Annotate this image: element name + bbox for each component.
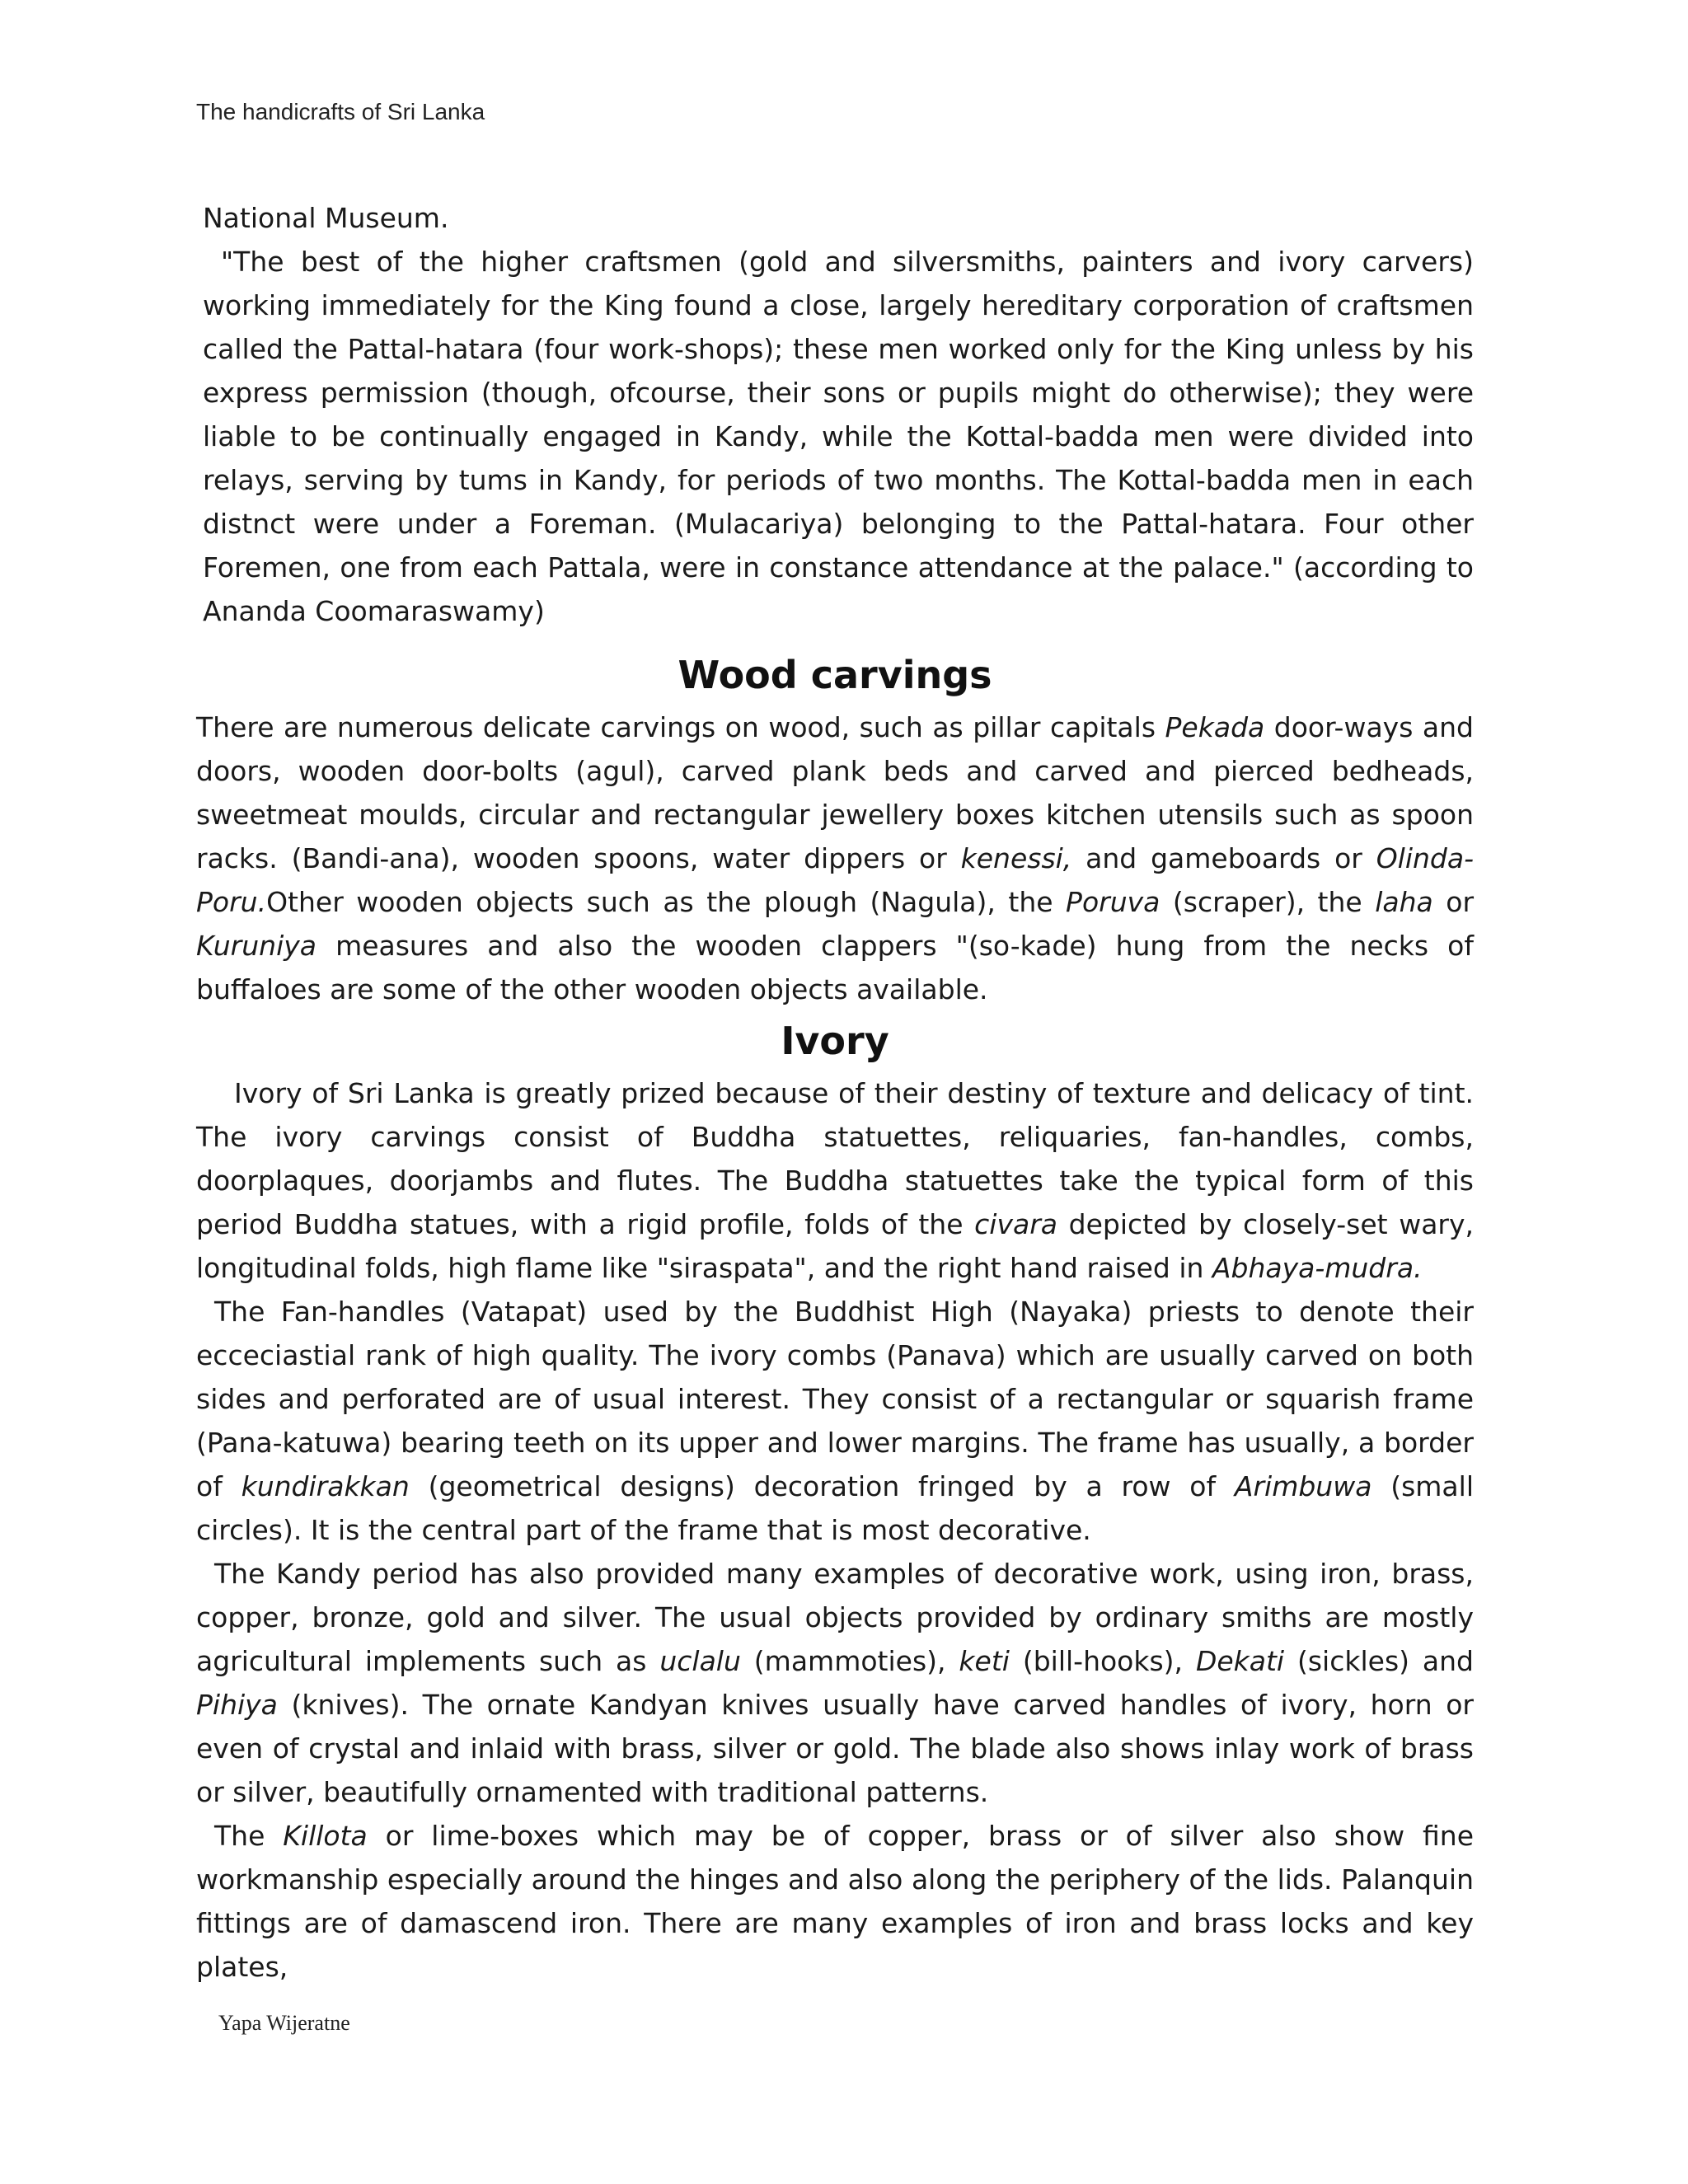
wood-carvings-section <box>196 705 1474 1011</box>
ivory-section <box>196 1071 1474 1989</box>
ivory-paragraph-1: Ivory of Sri Lanka is greatly prized because of their destiny of texture and delicacy of tint. The ivory carvings consist of Buddha statuettes, reliquaries, fan-handles, combs, doorplaques, doorjambs and flutes. The Buddha statuettes take the typical form of this period Buddha statues, with a rigid profile, folds of the civara depicted by closely-set wary, longitudinal folds, high flame like "siraspata", and the right hand raised in Abhaya-mudra. <box>196 1077 1475 1284</box>
ivory-paragraph-2: The Fan-handles (Vatapat) used by the Buddhist High (Nayaka) priests to denote their ecceciastial rank of high quality. The ivory combs (Panava) which are usually carved on both sides and perforated are of usual interest. They consist of a rectangular or squarish frame (Pana-katuwa) bearing teeth on its upper and lower margins. The frame has usually, a border of kundirakkan (geometrical designs) decoration fringed by a row of Arimbuwa (small circles). It is the central part of the frame that is most decorative. <box>196 1296 1474 1546</box>
running-header: The handicrafts of Sri Lanka <box>196 99 485 124</box>
wood-carvings-heading: Wood carvings <box>678 653 992 697</box>
continued-line: National Museum. <box>203 202 449 234</box>
wood-paragraph: There are numerous delicate carvings on wood, such as pillar capitals Pekada door-ways and doors, wooden door-bolts (agul), carved plank beds and carved and pierced bedheads, sweetmeat moulds, circular and rectangular jewellery boxes kitchen utensils such as spoon racks. (Bandi-ana), wooden spoons, water dippers or kenessi, and gameboards or Olinda-Poru.Other wooden objects such as the plough (Nagula), the Poruva (scraper), the laha or Kuruniya measures and also the wooden clappers "(so-kade) hung from the necks of buffaloes are some of the other wooden objects available. <box>196 711 1475 1005</box>
coomaraswamy-quote: "The best of the higher craftsmen (gold and silversmiths, painters and ivory carvers) working immediately for the King found a close, largely hereditary corporation of craftsmen called the Pattal-hatara (four work-shops); these men worked only for the King unless by his express permission (though, ofcourse, their sons or pupils might do otherwise); they were liable to be continually engaged in Kandy, while the Kottal-badda men were divided into relays, serving by tums in Kandy, for periods of two months. The Kottal-badda men in each distnct were under a Foreman. (Mulacariya) belonging to the Pattal-hatara. Four other Foremen, one from each Pattala, were in constance attendance at the palace." (according to Ananda Coomaraswamy) <box>203 246 1474 627</box>
killota-paragraph: The Killota or lime-boxes which may be of copper, brass or of silver also show fine workmanship especially around the hinges and also along the periphery of the lids. Palanquin fittings are of damascend iron. There are many examples of iron and brass locks and key plates, <box>196 1820 1475 1983</box>
footer-author: Yapa Wijeratne <box>218 2011 350 2035</box>
ivory-heading: Ivory <box>781 1019 889 1063</box>
metalwork-paragraph: The Kandy period has also provided many examples of decorative work, using iron, brass, copper, bronze, gold and silver. The usual objects provided by ordinary smiths are mostly agricultural implements such as uclalu (mammoties), keti (bill-hooks), Dekati (sickles) and Pihiya (knives). The ornate Kandyan knives usually have carved handles of ivory, horn or even of crystal and inlaid with brass, silver or gold. The blade also shows inlay work of brass or silver, beautifully ornamented with traditional patterns. <box>196 1558 1475 1808</box>
intro-section <box>203 196 1474 633</box>
